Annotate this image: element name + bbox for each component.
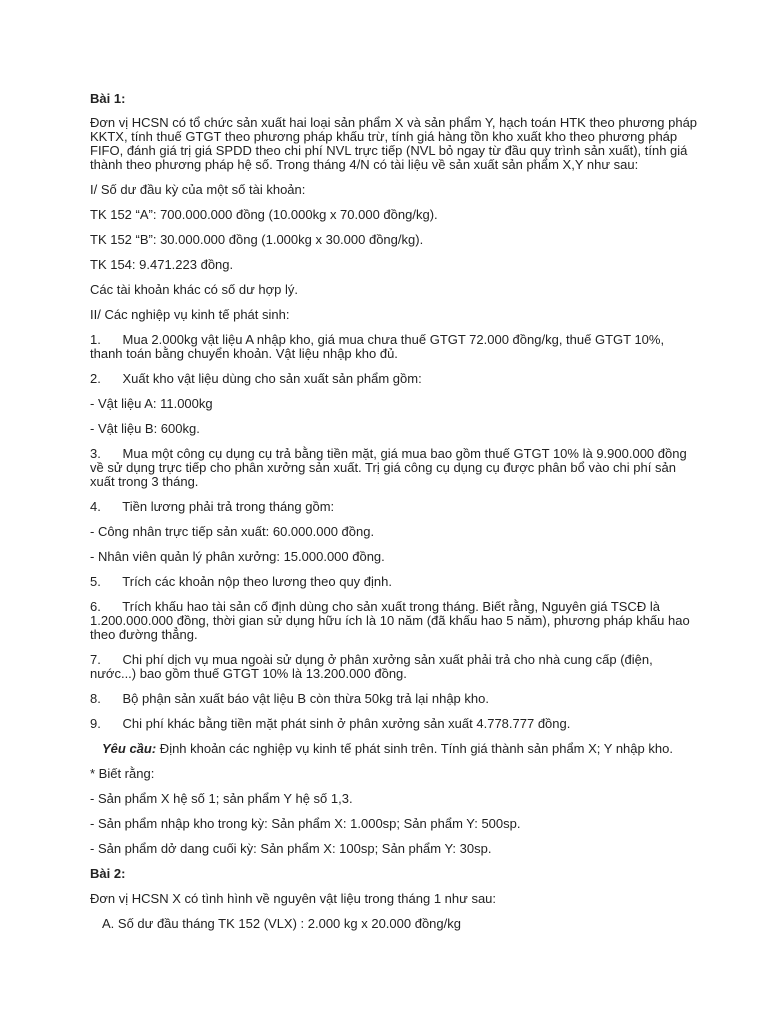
operation-3: 3. Mua một công cụ dụng cụ trả bằng tiền mặt, giá mua bao gồm thuế GTGT 10% là 9.900.000 đồng về sử dụng trực tiếp cho phân xưởng sản xuất. Trị giá công cụ dụng cụ được phân bổ vào chi phí sản xuất trong 3 tháng. [90, 446, 691, 489]
section-2-heading: II/ Các nghiệp vụ kinh tế phát sinh: [90, 307, 290, 322]
operation-5: 5. Trích các khoản nộp theo lương theo quy định. [90, 574, 392, 589]
balance-152-b: TK 152 “B”: 30.000.000 đồng (1.000kg x 30.000 đồng/kg). [90, 232, 424, 247]
operation-9: 9. Chi phí khác bằng tiền mặt phát sinh ở phân xưởng sản xuất 4.778.777 đồng. [90, 716, 571, 731]
operation-7: 7. Chi phí dịch vụ mua ngoài sử dụng ở phân xưởng sản xuất phải trả cho nhà cung cấp (điện, nước...) bao gồm thuế GTGT 10% là 13.200.000 đồng. [90, 652, 657, 681]
balance-152-a: TK 152 “A”: 700.000.000 đồng (10.000kg x 70.000 đồng/kg). [90, 207, 438, 222]
operation-2-material-a: - Vật liệu A: 11.000kg [90, 396, 213, 411]
exercise-1-title: Bài 1: [90, 91, 126, 106]
balance-154: TK 154: 9.471.223 đồng. [90, 257, 234, 272]
requirement-text: Định khoản các nghiệp vụ kinh tế phát sinh trên. Tính giá thành sản phẩm X; Y nhập kho. [156, 741, 673, 756]
requirement [90, 742, 698, 756]
exercise-2-intro: Đơn vị HCSN X có tình hình về nguyên vật liệu trong tháng 1 như sau: [90, 891, 497, 906]
operation-6: 6. Trích khấu hao tài sản cố định dùng cho sản xuất trong tháng. Biết rằng, Nguyên giá TSCĐ là 1.200.000.000 đồng, thời gian sử dụng hữu ích là 10 năm (đã khấu hao 5 năm), phương pháp khấu hao theo đường thẳng. [90, 599, 694, 642]
operation-4: 4. Tiền lương phải trả trong tháng gồm: [90, 499, 335, 514]
operation-1: 1. Mua 2.000kg vật liệu A nhập kho, giá mua chưa thuế GTGT 72.000 đồng/kg, thuế GTGT 10%, thanh toán bằng chuyển khoản. Vật liệu nhập kho đủ. [90, 332, 668, 361]
note-wip-products: - Sản phẩm dở dang cuối kỳ: Sản phẩm X: 100sp; Sản phẩm Y: 30sp. [90, 841, 492, 856]
section-1-heading: I/ Số dư đầu kỳ của một số tài khoản: [90, 182, 306, 197]
balance-other: Các tài khoản khác có số dư hợp lý. [90, 282, 298, 297]
requirement-label: Yêu cầu: [102, 741, 157, 756]
operation-2-material-b: - Vật liệu B: 600kg. [90, 421, 200, 436]
operation-2: 2. Xuất kho vật liệu dùng cho sản xuất sản phẩm gồm: [90, 371, 422, 386]
note-finished-products: - Sản phẩm nhập kho trong kỳ: Sản phẩm X: 1.000sp; Sản phẩm Y: 500sp. [90, 816, 521, 831]
note-coefficients: - Sản phẩm X hệ số 1; sản phẩm Y hệ số 1,3. [90, 791, 353, 806]
exercise-2-title: Bài 2: [90, 866, 126, 881]
operation-4-workers: - Công nhân trực tiếp sản xuất: 60.000.000 đồng. [90, 524, 375, 539]
operation-8: 8. Bộ phận sản xuất báo vật liệu B còn thừa 50kg trả lại nhập kho. [90, 691, 489, 706]
exercise-2-item-a: A. Số dư đầu tháng TK 152 (VLX) : 2.000 kg x 20.000 đồng/kg [102, 916, 461, 931]
note-heading: * Biết rằng: [90, 766, 155, 781]
operation-4-managers: - Nhân viên quản lý phân xưởng: 15.000.000 đồng. [90, 549, 385, 564]
exercise-1-intro: Đơn vị HCSN có tổ chức sản xuất hai loại sản phẩm X và sản phẩm Y, hạch toán HTK theo phương pháp KKTX, tính thuế GTGT theo phương pháp khấu trừ, tính giá hàng tồn kho xuất kho theo phương pháp FIFO, đánh giá trị giá SPDD theo chi phí NVL trực tiếp (NVL bỏ ngay từ đầu quy trình sản xuất), tính giá thành theo phương pháp hệ số. Trong tháng 4/N có tài liệu về sản xuất sản phẩm X,Y như sau: [90, 115, 701, 172]
